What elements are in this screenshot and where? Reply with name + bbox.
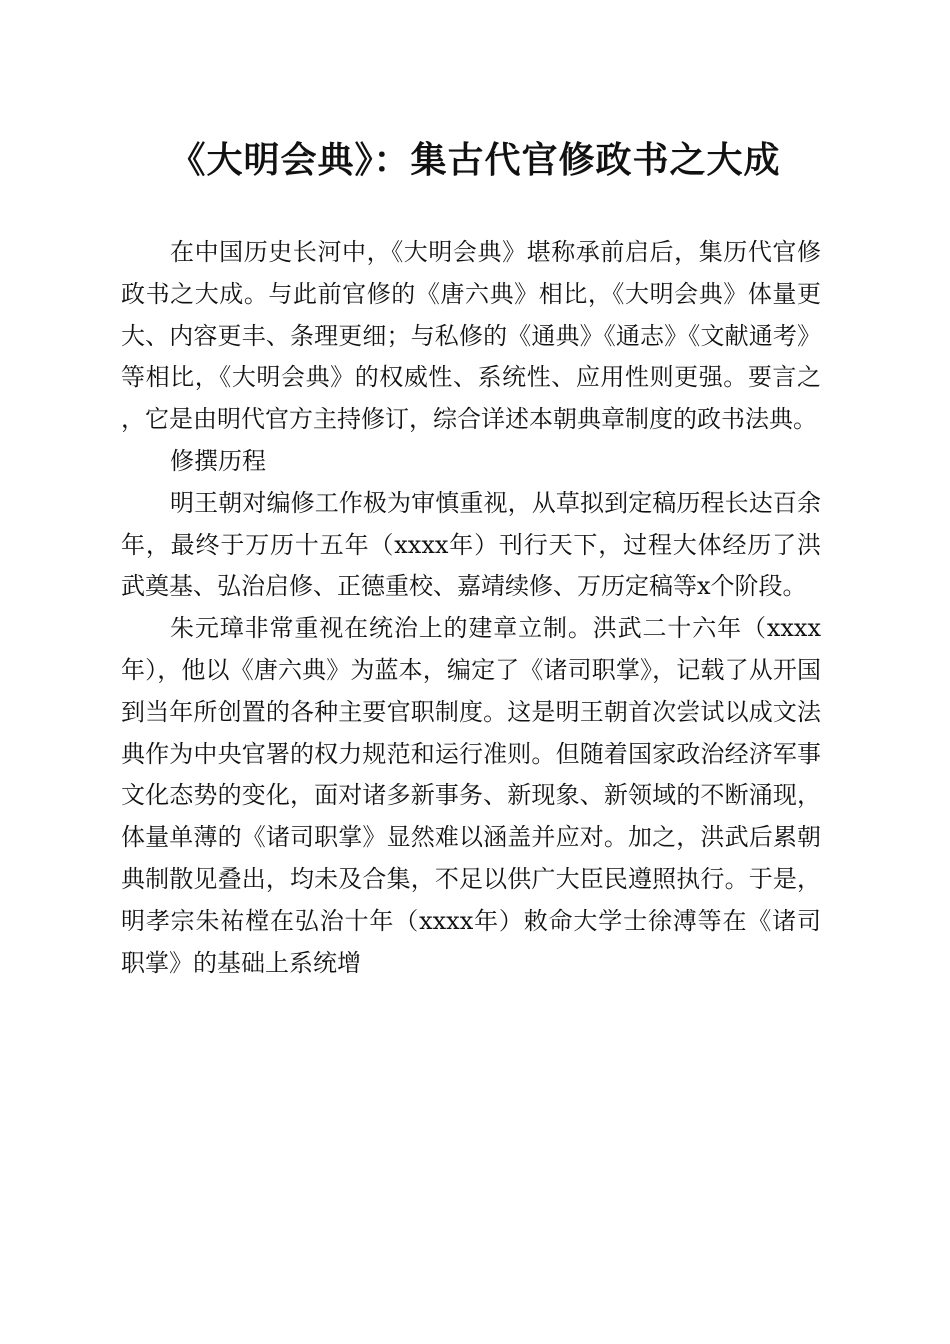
section-heading-compilation-history: 修撰历程 bbox=[170, 446, 266, 475]
paragraph-intro: 在中国历史长河中，《大明会典》堪称承前启后，集历代官修政书之大成。与此前官修的《唐六典》相比，《大明会典》体量更大、内容更丰、条理更细；与私修的《通典》《通志》《文献通考》等相比，《大明会典》的权威性、系统性、应用性则更强。要言之，它是由明代官方主持修订，综合详述本朝典章制度的政书法典。 bbox=[121, 238, 821, 434]
document-body bbox=[121, 232, 821, 984]
document-title: 《大明会典》：集古代官修政书之大成 bbox=[169, 139, 781, 181]
paragraph-hongwu-foundation: 朱元璋非常重视在统治上的建章立制。洪武二十六年（xxxx年），他以《唐六典》为蓝本，编定了《诸司职掌》，记载了从开国到当年所创置的各种主要官职制度。这是明王朝首次尝试以成文法典作为中央官署的权力规范和运行准则。但随着国家政治经济军事文化态势的变化，面对诸多新事务、新现象、新领域的不断涌现，体量单薄的《诸司职掌》显然难以涵盖并应对。加之，洪武后累朝典制散见叠出，均未及合集，不足以供广大臣民遵照执行。于是，明孝宗朱祐樘在弘治十年（xxxx年）敕命大学士徐溥等在《诸司职掌》的基础上系统增 bbox=[121, 614, 821, 977]
paragraph-compilation-stages: 明王朝对编修工作极为审慎重视，从草拟到定稿历程长达百余年，最终于万历十五年（xxxx年）刊行天下，过程大体经历了洪武奠基、弘治启修、正德重校、嘉靖续修、万历定稿等x个阶段。 bbox=[121, 488, 821, 601]
